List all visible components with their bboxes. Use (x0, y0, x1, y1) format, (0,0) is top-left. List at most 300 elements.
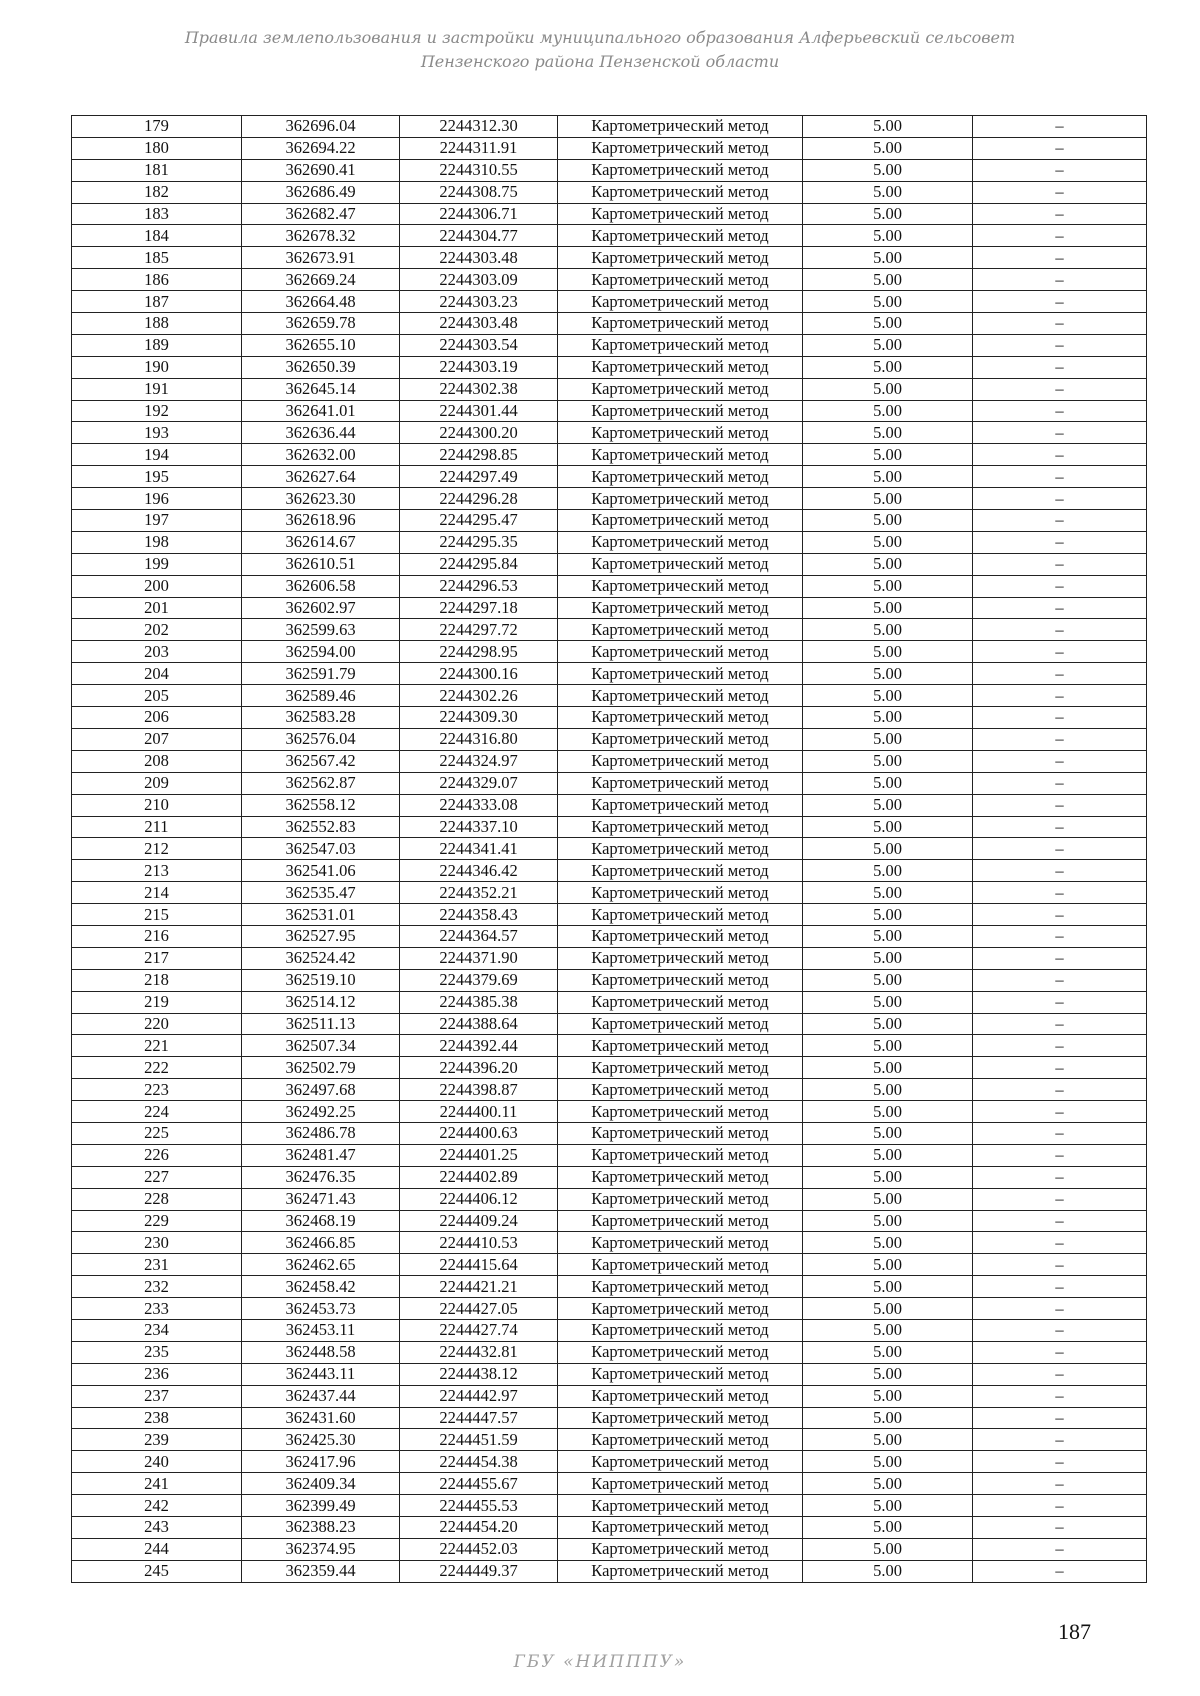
accuracy-cell: 5.00 (803, 1166, 973, 1188)
y-coordinate-cell: 2244415.64 (400, 1254, 558, 1276)
method-cell: Картометрический метод (558, 400, 803, 422)
accuracy-cell: 5.00 (803, 575, 973, 597)
point-number-cell: 201 (72, 597, 242, 619)
method-cell: Картометрический метод (558, 1473, 803, 1495)
table-row (72, 181, 1147, 203)
method-cell: Картометрический метод (558, 1101, 803, 1123)
point-number-cell: 236 (72, 1363, 242, 1385)
y-coordinate-cell: 2244346.42 (400, 860, 558, 882)
table-row (72, 291, 1147, 313)
table-row (72, 1298, 1147, 1320)
x-coordinate-cell: 362682.47 (242, 203, 400, 225)
method-cell: Картометрический метод (558, 1341, 803, 1363)
x-coordinate-cell: 362547.03 (242, 838, 400, 860)
x-coordinate-cell: 362388.23 (242, 1517, 400, 1539)
method-cell: Картометрический метод (558, 685, 803, 707)
description-cell: – (973, 488, 1147, 510)
x-coordinate-cell: 362610.51 (242, 553, 400, 575)
accuracy-cell: 5.00 (803, 247, 973, 269)
x-coordinate-cell: 362669.24 (242, 269, 400, 291)
table-row (72, 1232, 1147, 1254)
y-coordinate-cell: 2244297.72 (400, 619, 558, 641)
table-row (72, 575, 1147, 597)
point-number-cell: 194 (72, 444, 242, 466)
coordinates-table-body (72, 116, 1147, 1583)
description-cell: – (973, 1385, 1147, 1407)
description-cell: – (973, 400, 1147, 422)
accuracy-cell: 5.00 (803, 1276, 973, 1298)
y-coordinate-cell: 2244311.91 (400, 137, 558, 159)
method-cell: Картометрический метод (558, 1254, 803, 1276)
point-number-cell: 203 (72, 641, 242, 663)
method-cell: Картометрический метод (558, 181, 803, 203)
accuracy-cell: 5.00 (803, 816, 973, 838)
x-coordinate-cell: 362448.58 (242, 1341, 400, 1363)
method-cell: Картометрический метод (558, 1079, 803, 1101)
description-cell: – (973, 553, 1147, 575)
accuracy-cell: 5.00 (803, 838, 973, 860)
y-coordinate-cell: 2244298.85 (400, 444, 558, 466)
point-number-cell: 213 (72, 860, 242, 882)
description-cell: – (973, 925, 1147, 947)
point-number-cell: 179 (72, 116, 242, 138)
table-row (72, 488, 1147, 510)
description-cell: – (973, 313, 1147, 335)
table-row (72, 378, 1147, 400)
table-row (72, 269, 1147, 291)
description-cell: – (973, 772, 1147, 794)
y-coordinate-cell: 2244304.77 (400, 225, 558, 247)
point-number-cell: 233 (72, 1298, 242, 1320)
point-number-cell: 234 (72, 1319, 242, 1341)
y-coordinate-cell: 2244400.63 (400, 1122, 558, 1144)
table-row (72, 400, 1147, 422)
method-cell: Картометрический метод (558, 334, 803, 356)
description-cell: – (973, 1188, 1147, 1210)
point-number-cell: 204 (72, 663, 242, 685)
description-cell: – (973, 225, 1147, 247)
point-number-cell: 182 (72, 181, 242, 203)
accuracy-cell: 5.00 (803, 663, 973, 685)
accuracy-cell: 5.00 (803, 882, 973, 904)
point-number-cell: 242 (72, 1495, 242, 1517)
method-cell: Картометрический метод (558, 269, 803, 291)
y-coordinate-cell: 2244303.23 (400, 291, 558, 313)
method-cell: Картометрический метод (558, 137, 803, 159)
description-cell: – (973, 816, 1147, 838)
table-row (72, 1276, 1147, 1298)
method-cell: Картометрический метод (558, 663, 803, 685)
description-cell: – (973, 750, 1147, 772)
table-row (72, 1517, 1147, 1539)
table-row (72, 510, 1147, 532)
y-coordinate-cell: 2244385.38 (400, 991, 558, 1013)
y-coordinate-cell: 2244409.24 (400, 1210, 558, 1232)
y-coordinate-cell: 2244302.26 (400, 685, 558, 707)
table-row (72, 1341, 1147, 1363)
table-row (72, 728, 1147, 750)
description-cell: – (973, 1210, 1147, 1232)
accuracy-cell: 5.00 (803, 137, 973, 159)
y-coordinate-cell: 2244379.69 (400, 969, 558, 991)
point-number-cell: 219 (72, 991, 242, 1013)
description-cell: – (973, 466, 1147, 488)
description-cell: – (973, 203, 1147, 225)
method-cell: Картометрический метод (558, 510, 803, 532)
x-coordinate-cell: 362594.00 (242, 641, 400, 663)
x-coordinate-cell: 362602.97 (242, 597, 400, 619)
y-coordinate-cell: 2244454.38 (400, 1451, 558, 1473)
description-cell: – (973, 291, 1147, 313)
method-cell: Картометрический метод (558, 1407, 803, 1429)
table-row (72, 159, 1147, 181)
point-number-cell: 196 (72, 488, 242, 510)
table-row (72, 531, 1147, 553)
x-coordinate-cell: 362650.39 (242, 356, 400, 378)
table-row (72, 1013, 1147, 1035)
table-row (72, 860, 1147, 882)
x-coordinate-cell: 362673.91 (242, 247, 400, 269)
point-number-cell: 188 (72, 313, 242, 335)
point-number-cell: 207 (72, 728, 242, 750)
description-cell: – (973, 663, 1147, 685)
y-coordinate-cell: 2244455.53 (400, 1495, 558, 1517)
point-number-cell: 215 (72, 904, 242, 926)
method-cell: Картометрический метод (558, 1517, 803, 1539)
method-cell: Картометрический метод (558, 422, 803, 444)
point-number-cell: 221 (72, 1035, 242, 1057)
accuracy-cell: 5.00 (803, 1188, 973, 1210)
y-coordinate-cell: 2244303.48 (400, 313, 558, 335)
x-coordinate-cell: 362462.65 (242, 1254, 400, 1276)
x-coordinate-cell: 362678.32 (242, 225, 400, 247)
point-number-cell: 227 (72, 1166, 242, 1188)
y-coordinate-cell: 2244447.57 (400, 1407, 558, 1429)
table-row (72, 641, 1147, 663)
method-cell: Картометрический метод (558, 378, 803, 400)
point-number-cell: 225 (72, 1122, 242, 1144)
point-number-cell: 229 (72, 1210, 242, 1232)
point-number-cell: 181 (72, 159, 242, 181)
method-cell: Картометрический метод (558, 116, 803, 138)
y-coordinate-cell: 2244316.80 (400, 728, 558, 750)
table-row (72, 1451, 1147, 1473)
y-coordinate-cell: 2244303.19 (400, 356, 558, 378)
y-coordinate-cell: 2244296.53 (400, 575, 558, 597)
x-coordinate-cell: 362632.00 (242, 444, 400, 466)
y-coordinate-cell: 2244421.21 (400, 1276, 558, 1298)
accuracy-cell: 5.00 (803, 1254, 973, 1276)
point-number-cell: 224 (72, 1101, 242, 1123)
point-number-cell: 216 (72, 925, 242, 947)
accuracy-cell: 5.00 (803, 313, 973, 335)
accuracy-cell: 5.00 (803, 1560, 973, 1582)
accuracy-cell: 5.00 (803, 597, 973, 619)
x-coordinate-cell: 362399.49 (242, 1495, 400, 1517)
table-row (72, 356, 1147, 378)
method-cell: Картометрический метод (558, 772, 803, 794)
description-cell: – (973, 882, 1147, 904)
table-row (72, 1407, 1147, 1429)
description-cell: – (973, 159, 1147, 181)
table-row (72, 1538, 1147, 1560)
y-coordinate-cell: 2244406.12 (400, 1188, 558, 1210)
point-number-cell: 232 (72, 1276, 242, 1298)
table-row (72, 1495, 1147, 1517)
description-cell: – (973, 1232, 1147, 1254)
description-cell: – (973, 707, 1147, 729)
method-cell: Картометрический метод (558, 1144, 803, 1166)
x-coordinate-cell: 362524.42 (242, 947, 400, 969)
y-coordinate-cell: 2244400.11 (400, 1101, 558, 1123)
method-cell: Картометрический метод (558, 488, 803, 510)
accuracy-cell: 5.00 (803, 1057, 973, 1079)
point-number-cell: 220 (72, 1013, 242, 1035)
method-cell: Картометрический метод (558, 1429, 803, 1451)
accuracy-cell: 5.00 (803, 1144, 973, 1166)
y-coordinate-cell: 2244309.30 (400, 707, 558, 729)
method-cell: Картометрический метод (558, 925, 803, 947)
point-number-cell: 228 (72, 1188, 242, 1210)
accuracy-cell: 5.00 (803, 225, 973, 247)
x-coordinate-cell: 362627.64 (242, 466, 400, 488)
accuracy-cell: 5.00 (803, 750, 973, 772)
x-coordinate-cell: 362531.01 (242, 904, 400, 926)
table-row (72, 969, 1147, 991)
x-coordinate-cell: 362576.04 (242, 728, 400, 750)
description-cell: – (973, 1517, 1147, 1539)
description-cell: – (973, 1035, 1147, 1057)
description-cell: – (973, 860, 1147, 882)
accuracy-cell: 5.00 (803, 1407, 973, 1429)
coordinates-table (71, 115, 1147, 1583)
point-number-cell: 238 (72, 1407, 242, 1429)
method-cell: Картометрический метод (558, 1035, 803, 1057)
point-number-cell: 226 (72, 1144, 242, 1166)
accuracy-cell: 5.00 (803, 1538, 973, 1560)
x-coordinate-cell: 362514.12 (242, 991, 400, 1013)
accuracy-cell: 5.00 (803, 1451, 973, 1473)
x-coordinate-cell: 362443.11 (242, 1363, 400, 1385)
y-coordinate-cell: 2244401.25 (400, 1144, 558, 1166)
table-row (72, 137, 1147, 159)
description-cell: – (973, 1407, 1147, 1429)
accuracy-cell: 5.00 (803, 1013, 973, 1035)
table-row (72, 422, 1147, 444)
x-coordinate-cell: 362471.43 (242, 1188, 400, 1210)
x-coordinate-cell: 362417.96 (242, 1451, 400, 1473)
x-coordinate-cell: 362552.83 (242, 816, 400, 838)
table-row (72, 794, 1147, 816)
accuracy-cell: 5.00 (803, 553, 973, 575)
description-cell: – (973, 794, 1147, 816)
accuracy-cell: 5.00 (803, 1429, 973, 1451)
accuracy-cell: 5.00 (803, 728, 973, 750)
point-number-cell: 210 (72, 794, 242, 816)
description-cell: – (973, 1538, 1147, 1560)
x-coordinate-cell: 362562.87 (242, 772, 400, 794)
accuracy-cell: 5.00 (803, 356, 973, 378)
accuracy-cell: 5.00 (803, 1122, 973, 1144)
method-cell: Картометрический метод (558, 225, 803, 247)
accuracy-cell: 5.00 (803, 1495, 973, 1517)
y-coordinate-cell: 2244432.81 (400, 1341, 558, 1363)
point-number-cell: 193 (72, 422, 242, 444)
description-cell: – (973, 1101, 1147, 1123)
description-cell: – (973, 597, 1147, 619)
method-cell: Картометрический метод (558, 728, 803, 750)
x-coordinate-cell: 362437.44 (242, 1385, 400, 1407)
description-cell: – (973, 1495, 1147, 1517)
point-number-cell: 208 (72, 750, 242, 772)
description-cell: – (973, 181, 1147, 203)
accuracy-cell: 5.00 (803, 1210, 973, 1232)
y-coordinate-cell: 2244438.12 (400, 1363, 558, 1385)
page-header (0, 26, 1200, 74)
accuracy-cell: 5.00 (803, 619, 973, 641)
table-row (72, 882, 1147, 904)
description-cell: – (973, 575, 1147, 597)
x-coordinate-cell: 362507.34 (242, 1035, 400, 1057)
table-row (72, 685, 1147, 707)
point-number-cell: 195 (72, 466, 242, 488)
point-number-cell: 214 (72, 882, 242, 904)
method-cell: Картометрический метод (558, 991, 803, 1013)
x-coordinate-cell: 362659.78 (242, 313, 400, 335)
accuracy-cell: 5.00 (803, 466, 973, 488)
point-number-cell: 184 (72, 225, 242, 247)
table-row (72, 1188, 1147, 1210)
y-coordinate-cell: 2244392.44 (400, 1035, 558, 1057)
table-row (72, 203, 1147, 225)
y-coordinate-cell: 2244297.49 (400, 466, 558, 488)
description-cell: – (973, 838, 1147, 860)
y-coordinate-cell: 2244303.48 (400, 247, 558, 269)
accuracy-cell: 5.00 (803, 794, 973, 816)
y-coordinate-cell: 2244301.44 (400, 400, 558, 422)
method-cell: Картометрический метод (558, 1298, 803, 1320)
table-row (72, 225, 1147, 247)
accuracy-cell: 5.00 (803, 1101, 973, 1123)
x-coordinate-cell: 362583.28 (242, 707, 400, 729)
table-row (72, 991, 1147, 1013)
y-coordinate-cell: 2244449.37 (400, 1560, 558, 1582)
method-cell: Картометрический метод (558, 707, 803, 729)
y-coordinate-cell: 2244371.90 (400, 947, 558, 969)
point-number-cell: 230 (72, 1232, 242, 1254)
y-coordinate-cell: 2244452.03 (400, 1538, 558, 1560)
y-coordinate-cell: 2244451.59 (400, 1429, 558, 1451)
method-cell: Картометрический метод (558, 1276, 803, 1298)
description-cell: – (973, 1079, 1147, 1101)
x-coordinate-cell: 362623.30 (242, 488, 400, 510)
table-row (72, 597, 1147, 619)
x-coordinate-cell: 362636.44 (242, 422, 400, 444)
point-number-cell: 237 (72, 1385, 242, 1407)
y-coordinate-cell: 2244329.07 (400, 772, 558, 794)
point-number-cell: 209 (72, 772, 242, 794)
method-cell: Картометрический метод (558, 1319, 803, 1341)
method-cell: Картометрический метод (558, 553, 803, 575)
description-cell: – (973, 334, 1147, 356)
point-number-cell: 197 (72, 510, 242, 532)
table-row (72, 1079, 1147, 1101)
description-cell: – (973, 991, 1147, 1013)
method-cell: Картометрический метод (558, 1451, 803, 1473)
y-coordinate-cell: 2244442.97 (400, 1385, 558, 1407)
accuracy-cell: 5.00 (803, 203, 973, 225)
x-coordinate-cell: 362481.47 (242, 1144, 400, 1166)
description-cell: – (973, 247, 1147, 269)
table-row (72, 838, 1147, 860)
method-cell: Картометрический метод (558, 619, 803, 641)
point-number-cell: 239 (72, 1429, 242, 1451)
table-row (72, 247, 1147, 269)
y-coordinate-cell: 2244398.87 (400, 1079, 558, 1101)
x-coordinate-cell: 362614.67 (242, 531, 400, 553)
table-row (72, 1473, 1147, 1495)
accuracy-cell: 5.00 (803, 991, 973, 1013)
x-coordinate-cell: 362359.44 (242, 1560, 400, 1582)
accuracy-cell: 5.00 (803, 707, 973, 729)
method-cell: Картометрический метод (558, 1188, 803, 1210)
accuracy-cell: 5.00 (803, 400, 973, 422)
point-number-cell: 191 (72, 378, 242, 400)
table-row (72, 947, 1147, 969)
point-number-cell: 199 (72, 553, 242, 575)
method-cell: Картометрический метод (558, 838, 803, 860)
table-row (72, 1035, 1147, 1057)
description-cell: – (973, 1451, 1147, 1473)
table-row (72, 1319, 1147, 1341)
description-cell: – (973, 444, 1147, 466)
x-coordinate-cell: 362476.35 (242, 1166, 400, 1188)
table-row (72, 1057, 1147, 1079)
x-coordinate-cell: 362696.04 (242, 116, 400, 138)
point-number-cell: 185 (72, 247, 242, 269)
point-number-cell: 244 (72, 1538, 242, 1560)
description-cell: – (973, 728, 1147, 750)
x-coordinate-cell: 362502.79 (242, 1057, 400, 1079)
accuracy-cell: 5.00 (803, 1341, 973, 1363)
x-coordinate-cell: 362664.48 (242, 291, 400, 313)
description-cell: – (973, 378, 1147, 400)
x-coordinate-cell: 362694.22 (242, 137, 400, 159)
y-coordinate-cell: 2244308.75 (400, 181, 558, 203)
y-coordinate-cell: 2244358.43 (400, 904, 558, 926)
description-cell: – (973, 269, 1147, 291)
x-coordinate-cell: 362591.79 (242, 663, 400, 685)
point-number-cell: 223 (72, 1079, 242, 1101)
description-cell: – (973, 1166, 1147, 1188)
x-coordinate-cell: 362486.78 (242, 1122, 400, 1144)
description-cell: – (973, 685, 1147, 707)
table-row (72, 1560, 1147, 1582)
point-number-cell: 235 (72, 1341, 242, 1363)
accuracy-cell: 5.00 (803, 1035, 973, 1057)
accuracy-cell: 5.00 (803, 904, 973, 926)
header-line-2: Пензенского района Пензенской области (420, 52, 780, 71)
y-coordinate-cell: 2244410.53 (400, 1232, 558, 1254)
y-coordinate-cell: 2244296.28 (400, 488, 558, 510)
point-number-cell: 205 (72, 685, 242, 707)
x-coordinate-cell: 362492.25 (242, 1101, 400, 1123)
method-cell: Картометрический метод (558, 531, 803, 553)
x-coordinate-cell: 362425.30 (242, 1429, 400, 1451)
point-number-cell: 212 (72, 838, 242, 860)
table-row (72, 553, 1147, 575)
method-cell: Картометрический метод (558, 794, 803, 816)
